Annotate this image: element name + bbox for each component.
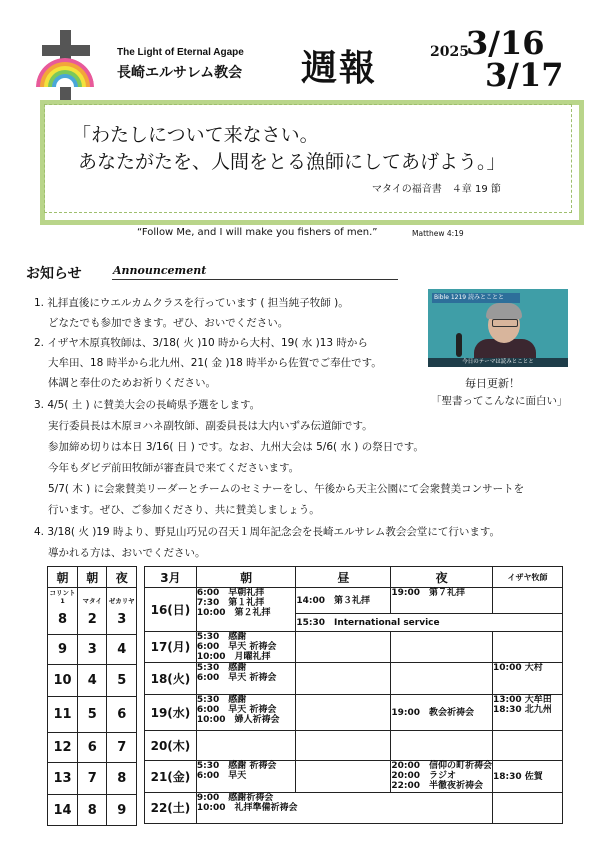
schedule-entry: 14:00 第３礼拝 bbox=[296, 595, 370, 606]
reading-header: 朝 bbox=[78, 567, 107, 588]
schedule-morning bbox=[196, 588, 295, 632]
schedule-entry: 19:00 第７礼拝 bbox=[391, 588, 465, 598]
bulletin-title: 週報 bbox=[301, 48, 378, 89]
schedule-noon bbox=[296, 695, 391, 731]
schedule-day: 22(土) bbox=[145, 793, 197, 824]
reading-chapter: 2 bbox=[78, 605, 107, 635]
schedule-entry: 5:30 感謝 bbox=[196, 663, 247, 673]
bulletin-date-end: 3/17 bbox=[485, 56, 564, 94]
reading-chapter: 8 bbox=[107, 763, 137, 795]
schedule-morning bbox=[196, 731, 295, 761]
schedule-entry: 20:00 ラジオ bbox=[391, 771, 456, 781]
schedule-entry: 6:00 早天 祈祷会 bbox=[196, 642, 277, 652]
church-name-ja: 長崎エルサレム教会 bbox=[117, 65, 243, 81]
announcement-line: 参加締め切りは本日 3/16( 日 ) です。なお、九州大会は 5/6( 水 ) の祭日です。 bbox=[48, 441, 424, 453]
schedule-entry: 5:30 感謝 祈祷会 bbox=[196, 761, 277, 771]
reading-table bbox=[47, 566, 137, 826]
schedule-entry: 6:00 早天 祈祷会 bbox=[196, 705, 277, 715]
announcement-line: 今年もダビデ前田牧師が審査員で来てくださいます。 bbox=[48, 462, 300, 474]
schedule-pastor bbox=[492, 793, 562, 824]
schedule-day: 18(火) bbox=[145, 663, 197, 695]
schedule-entry: 6:00 早朝礼拝 bbox=[196, 588, 265, 598]
reading-book: ゼカリヤ bbox=[107, 588, 137, 606]
rainbow-icon bbox=[36, 58, 94, 87]
schedule-entry: 5:30 感謝 bbox=[196, 695, 247, 705]
schedule-pastor bbox=[492, 663, 562, 695]
announcement-line: 体調と奉仕のためお祈りください。 bbox=[48, 377, 216, 389]
reading-chapter: 6 bbox=[107, 697, 137, 733]
reading-chapter: 8 bbox=[78, 795, 107, 826]
schedule-entry: 19:00 教会祈祷会 bbox=[391, 707, 474, 718]
reading-chapter: 5 bbox=[78, 697, 107, 733]
video-caption: 今日のテーマは読みとことと bbox=[428, 358, 568, 367]
announcement-line: 5/7( 木 ) に会衆賛美リーダーとチームのセミナーをし、午後から天主公園にて会衆賛美コンサートを bbox=[48, 483, 525, 495]
schedule-entry: 6:00 早天 祈祷会 bbox=[196, 673, 277, 683]
bulletin-date-start: 3/16 bbox=[466, 24, 545, 62]
schedule-entry: 10:00 月曜礼拝 bbox=[196, 652, 271, 662]
schedule-header-night: 夜 bbox=[391, 567, 493, 588]
schedule-entry: 15:30 International service bbox=[296, 617, 440, 628]
schedule-morning bbox=[196, 663, 295, 695]
schedule-pastor bbox=[492, 632, 562, 663]
video-update-label: 毎日更新！ bbox=[465, 377, 520, 390]
schedule-entry: 9:00 感謝祈祷会 bbox=[196, 793, 274, 803]
announcement-underline bbox=[112, 279, 398, 280]
schedule-entry: 18:30 佐賀 bbox=[492, 771, 543, 782]
schedule-entry: 6:00 早天 bbox=[196, 771, 247, 781]
verse-line-1: 「わたしについて来なさい。 bbox=[72, 124, 319, 146]
schedule-night bbox=[391, 761, 493, 793]
reading-chapter: 12 bbox=[48, 733, 78, 763]
announcement-line: 2. イザヤ木原真牧師は、3/18( 火 )10 時から大村、19( 水 )13 時から bbox=[34, 337, 368, 349]
announcement-title: お知らせ bbox=[26, 266, 82, 282]
schedule-entry: 5:30 感謝 bbox=[196, 632, 247, 642]
schedule-morning bbox=[196, 761, 295, 793]
schedule-night bbox=[391, 632, 493, 663]
verse-reference: マタイの福音書 ４章 19 節 bbox=[372, 184, 501, 195]
schedule-header-noon: 昼 bbox=[296, 567, 391, 588]
announcement-line: 3. 4/5( 土 ) に賛美大会の長崎県予選をします。 bbox=[34, 399, 261, 411]
person-hair bbox=[486, 303, 522, 319]
schedule-morning bbox=[196, 632, 295, 663]
schedule-morning bbox=[196, 793, 390, 824]
reading-chapter: 8 bbox=[48, 605, 78, 635]
verse-english-reference: Matthew 4:19 bbox=[412, 229, 464, 238]
microphone-icon bbox=[456, 333, 462, 357]
verse-line-2: あなたがたを、人間をとる漁師にしてあげよう。」 bbox=[78, 151, 506, 173]
schedule-night bbox=[391, 695, 493, 731]
reading-chapter: 4 bbox=[78, 665, 107, 697]
schedule-morning bbox=[196, 695, 295, 731]
reading-chapter: 10 bbox=[48, 665, 78, 697]
reading-chapter: 9 bbox=[48, 635, 78, 665]
schedule-noon bbox=[296, 731, 391, 761]
announcement-title-en: Announcement bbox=[113, 264, 207, 277]
schedule-day: 17(月) bbox=[145, 632, 197, 663]
announcement-line: 実行委員長は木原ヨハネ副牧師、副委員長は大内いずみ伝道師です。 bbox=[48, 420, 373, 432]
reading-chapter: 3 bbox=[78, 635, 107, 665]
schedule-entry: 10:00 大村 bbox=[492, 663, 543, 673]
reading-chapter: 6 bbox=[78, 733, 107, 763]
schedule-night bbox=[391, 793, 493, 824]
announcement-line: 1. 礼拝直後にウエルカムクラスを行っています ( 担当純子牧師 )。 bbox=[34, 297, 349, 309]
schedule-day: 21(金) bbox=[145, 761, 197, 793]
schedule-noon bbox=[296, 761, 391, 793]
reading-chapter: 4 bbox=[107, 635, 137, 665]
schedule-noon bbox=[296, 588, 391, 614]
verse-english: “Follow Me, and I will make you fishers of men.” bbox=[137, 227, 378, 238]
schedule-pastor bbox=[492, 695, 562, 731]
reading-book: マタイ bbox=[78, 588, 107, 606]
announcement-line: 行います。ぜひ、ご参加くださり、共に賛美しましょう。 bbox=[48, 504, 320, 516]
reading-chapter: 11 bbox=[48, 697, 78, 733]
reading-chapter: 9 bbox=[107, 795, 137, 826]
schedule-night bbox=[391, 588, 493, 614]
cross-bar bbox=[42, 45, 90, 56]
bulletin-year: 2025 bbox=[430, 44, 469, 60]
church-name-en: The Light of Eternal Agape bbox=[117, 47, 244, 58]
schedule-table bbox=[144, 566, 563, 824]
reading-chapter: 7 bbox=[78, 763, 107, 795]
announcement-line: 4. 3/18( 火 )19 時より、野見山巧兄の召天１周年記念会を長崎エルサレム教会会堂にて行います。 bbox=[34, 526, 501, 538]
schedule-header-month: 3月 bbox=[145, 567, 197, 588]
reading-chapter: 3 bbox=[107, 605, 137, 635]
video-thumbnail[interactable] bbox=[428, 289, 568, 367]
schedule-entry: 20:00 信仰の町祈祷会 bbox=[391, 761, 492, 771]
reading-header: 夜 bbox=[107, 567, 137, 588]
announcement-line: 導かれる方は、おいでください。 bbox=[48, 547, 206, 559]
schedule-day: 16(日) bbox=[145, 588, 197, 632]
schedule-night bbox=[391, 731, 493, 761]
schedule-header-morning: 朝 bbox=[196, 567, 295, 588]
reading-chapter: 13 bbox=[48, 763, 78, 795]
schedule-entry: 7:30 第１礼拝 bbox=[196, 598, 265, 608]
schedule-header-pastor: イザヤ牧師 bbox=[492, 567, 562, 588]
schedule-entry: 18:30 北九州 bbox=[492, 705, 552, 715]
schedule-noon bbox=[296, 663, 391, 695]
schedule-international bbox=[296, 614, 493, 632]
schedule-day: 19(水) bbox=[145, 695, 197, 731]
schedule-pastor bbox=[492, 588, 562, 614]
announcement-line: 大牟田、18 時半から北九州、21( 金 )18 時半から佐賀でご奉仕です。 bbox=[48, 357, 382, 369]
schedule-pastor bbox=[492, 761, 562, 793]
schedule-entry: 13:00 大牟田 bbox=[492, 695, 552, 705]
schedule-noon bbox=[296, 632, 391, 663]
schedule-entry: 10:00 第２礼拝 bbox=[196, 608, 271, 618]
reading-chapter: 14 bbox=[48, 795, 78, 826]
reading-header: 朝 bbox=[48, 567, 78, 588]
schedule-day: 20(木) bbox=[145, 731, 197, 761]
video-title-bar: Bible 1219 読みとことと bbox=[432, 293, 520, 303]
schedule-entry: 10:00 礼拝準備祈祷会 bbox=[196, 803, 298, 813]
schedule-entry: 10:00 婦人祈祷会 bbox=[196, 715, 280, 725]
reading-chapter: 5 bbox=[107, 665, 137, 697]
announcement-line: どなたでも参加できます。ぜひ、おいでください。 bbox=[48, 317, 289, 329]
reading-book: コリント1 bbox=[49, 589, 76, 605]
schedule-entry: 22:00 半徹夜祈祷会 bbox=[391, 781, 483, 791]
schedule-pastor bbox=[492, 614, 562, 632]
glasses-icon bbox=[492, 319, 518, 327]
video-series-title: 「聖書ってこんなに面白い」 bbox=[431, 395, 568, 407]
schedule-pastor bbox=[492, 731, 562, 761]
reading-chapter: 7 bbox=[107, 733, 137, 763]
schedule-night bbox=[391, 663, 493, 695]
